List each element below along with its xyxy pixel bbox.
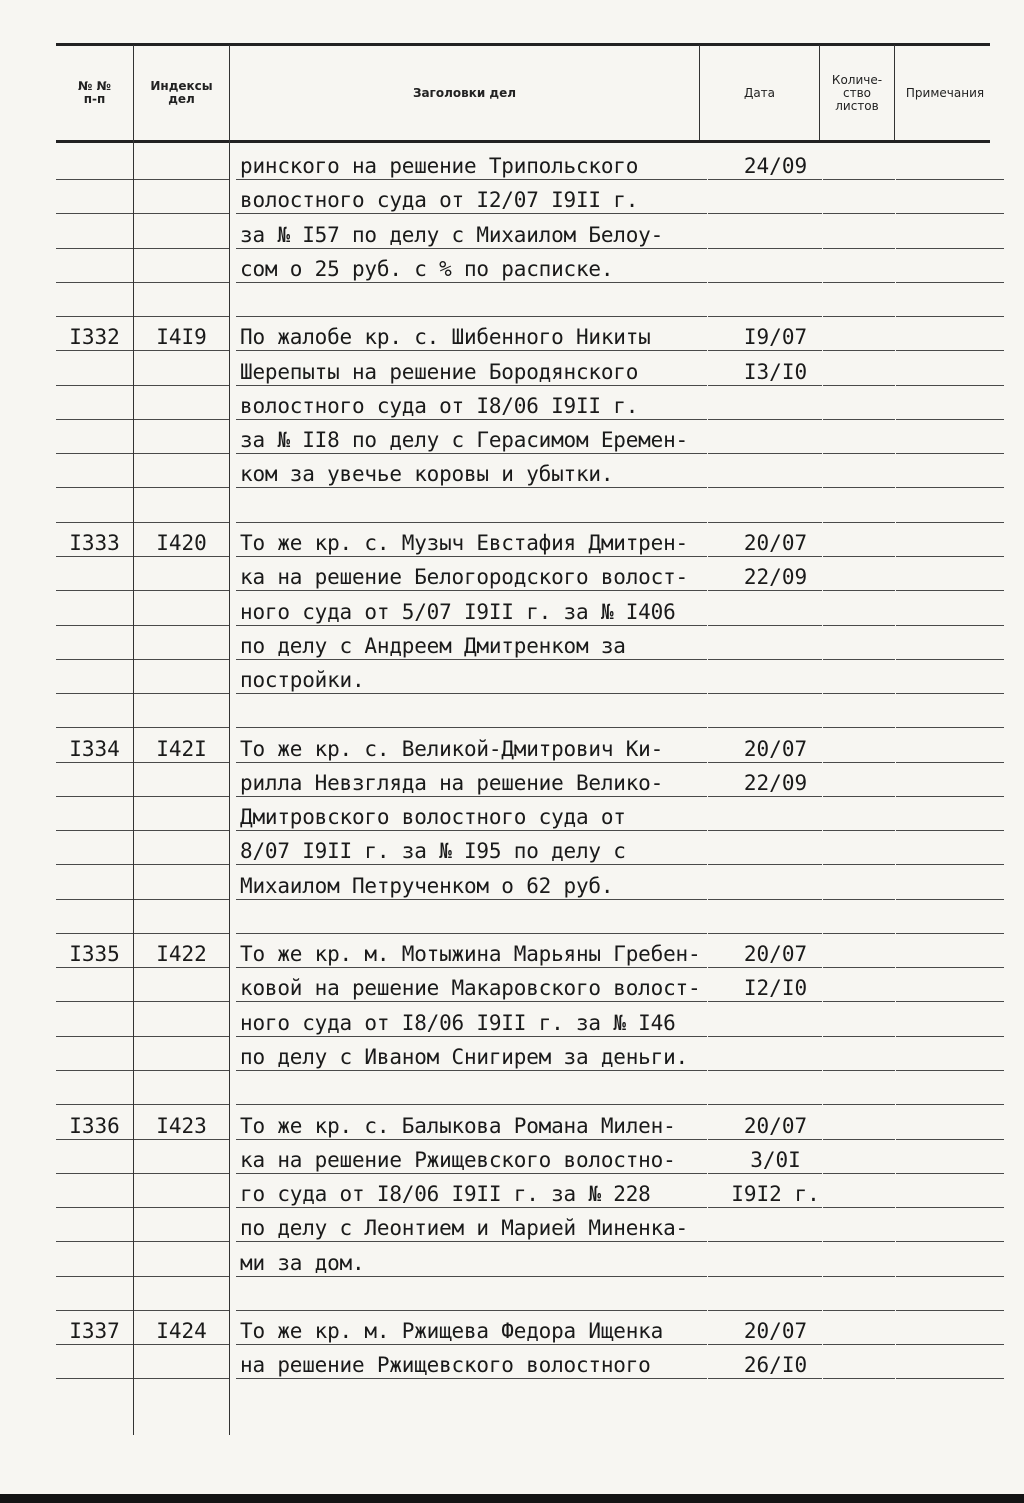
ruled-line — [896, 1344, 1004, 1345]
ruled-line — [134, 762, 229, 763]
ruled-line — [56, 1104, 133, 1105]
ruled-line — [823, 556, 895, 557]
ruled-line — [134, 625, 229, 626]
ruled-line — [708, 1276, 822, 1277]
ruled-line — [708, 453, 822, 454]
ruled-line — [896, 1001, 1004, 1002]
ruled-line — [823, 830, 895, 831]
ruled-line — [236, 1001, 707, 1002]
case-title: ного суда от 5/07 I9II г. за № I406 — [240, 600, 676, 624]
ruled-line — [56, 1310, 133, 1311]
ruled-line — [134, 796, 229, 797]
case-number: I337 — [69, 1319, 120, 1343]
ruled-line — [56, 727, 133, 728]
ruled-line — [823, 385, 895, 386]
ruled-line — [823, 1001, 895, 1002]
ruled-line — [708, 179, 822, 180]
ruled-line — [236, 933, 707, 934]
ruled-line — [708, 1207, 822, 1208]
ruled-line — [56, 899, 133, 900]
ruled-line — [236, 1139, 707, 1140]
ruled-line — [134, 213, 229, 214]
ruled-line — [708, 830, 822, 831]
case-title: ринского на решение Трипольского — [240, 154, 639, 178]
ruled-line — [236, 522, 707, 523]
ruled-line — [708, 1139, 822, 1140]
case-title: ка на решение Ржищевского волостно- — [240, 1148, 676, 1172]
ruled-line — [896, 1139, 1004, 1140]
ruled-line — [896, 316, 1004, 317]
ruled-line — [236, 1344, 707, 1345]
ruled-line — [134, 350, 229, 351]
ruled-line — [896, 796, 1004, 797]
ruled-line — [896, 453, 1004, 454]
ruled-line — [896, 179, 1004, 180]
case-title: за № I57 по делу с Михаилом Белоу- — [240, 223, 664, 247]
ruled-line — [134, 1070, 229, 1071]
ruled-line — [56, 762, 133, 763]
ruled-line — [56, 830, 133, 831]
ruled-line — [896, 625, 1004, 626]
ruled-line — [134, 453, 229, 454]
ruled-line — [56, 693, 133, 694]
case-title: Михаилом Петрученком о 62 руб. — [240, 874, 614, 898]
case-title: по делу с Леонтием и Марией Миненка- — [240, 1216, 688, 1240]
ruled-line — [823, 248, 895, 249]
ruled-line — [708, 1001, 822, 1002]
ruled-line — [823, 796, 895, 797]
header-number-label: № № п-п — [77, 79, 112, 106]
ruled-line — [236, 316, 707, 317]
ruled-line — [708, 659, 822, 660]
ruled-line — [134, 248, 229, 249]
ruled-line — [708, 693, 822, 694]
ruled-line — [134, 1001, 229, 1002]
ruled-line — [56, 933, 133, 934]
ruled-line — [823, 1207, 895, 1208]
ruled-line — [134, 179, 229, 180]
ruled-line — [236, 419, 707, 420]
ruled-line — [823, 282, 895, 283]
header-sheets-label: Количе- ство листов — [831, 72, 883, 113]
ruled-line — [236, 282, 707, 283]
ruled-line — [896, 1207, 1004, 1208]
ruled-line — [823, 419, 895, 420]
case-title: постройки. — [240, 668, 365, 692]
ruled-line — [896, 282, 1004, 283]
header-date-label: Дата — [743, 85, 776, 100]
case-title: Дмитровского волостного суда от — [240, 805, 626, 829]
ruled-line — [708, 282, 822, 283]
case-index: I4I9 — [156, 325, 207, 349]
case-index: I423 — [156, 1114, 207, 1138]
case-date: 20/07 — [743, 942, 808, 966]
ruled-line — [134, 1104, 229, 1105]
ruled-line — [896, 350, 1004, 351]
ruled-line — [708, 590, 822, 591]
case-number: I334 — [69, 737, 120, 761]
case-number: I332 — [69, 325, 120, 349]
ruled-line — [708, 1378, 822, 1379]
case-date: 22/09 — [743, 565, 808, 589]
ruled-line — [823, 213, 895, 214]
ruled-line — [708, 1070, 822, 1071]
ruled-line — [708, 213, 822, 214]
header-index-label: Индексы дел — [150, 79, 213, 106]
ruled-line — [896, 1173, 1004, 1174]
ruled-line — [134, 830, 229, 831]
ruled-line — [56, 248, 133, 249]
case-title: на решение Ржищевского волостного — [240, 1353, 651, 1377]
ruled-line — [56, 1241, 133, 1242]
ruled-line — [56, 556, 133, 557]
header-top-rule — [56, 43, 990, 46]
ruled-line — [708, 762, 822, 763]
case-number: I336 — [69, 1114, 120, 1138]
ruled-line — [134, 1310, 229, 1311]
ruled-line — [134, 899, 229, 900]
ruled-line — [56, 282, 133, 283]
ruled-line — [56, 1207, 133, 1208]
ruled-line — [896, 487, 1004, 488]
ruled-line — [896, 556, 1004, 557]
ruled-line — [896, 933, 1004, 934]
case-title: волостного суда от I8/06 I9II г. — [240, 394, 639, 418]
ruled-line — [708, 316, 822, 317]
ruled-line — [236, 487, 707, 488]
ruled-line — [708, 419, 822, 420]
header-bottom-rule — [56, 140, 990, 143]
ruled-line — [56, 385, 133, 386]
ruled-line — [896, 1036, 1004, 1037]
ruled-line — [56, 453, 133, 454]
ruled-line — [823, 659, 895, 660]
ruled-line — [236, 1378, 707, 1379]
header-notes-label: Примечания — [905, 85, 985, 100]
ruled-line — [236, 693, 707, 694]
ruled-line — [134, 1276, 229, 1277]
ruled-line — [236, 625, 707, 626]
ruled-line — [823, 1104, 895, 1105]
ruled-line — [823, 1276, 895, 1277]
ruled-line — [56, 522, 133, 523]
case-title: ка на решение Белогородского волост- — [240, 565, 688, 589]
ruled-line — [896, 385, 1004, 386]
ruled-line — [708, 864, 822, 865]
ruled-line — [134, 590, 229, 591]
ruled-line — [708, 625, 822, 626]
case-index: I424 — [156, 1319, 207, 1343]
ruled-line — [708, 1241, 822, 1242]
ruled-line — [708, 556, 822, 557]
case-date: 3/0I — [750, 1148, 801, 1172]
ruled-line — [823, 1344, 895, 1345]
ruled-line — [823, 727, 895, 728]
case-title: го суда от I8/06 I9II г. за № 228 — [240, 1182, 651, 1206]
ruled-line — [896, 659, 1004, 660]
ruled-line — [56, 1001, 133, 1002]
header-index — [134, 47, 229, 139]
case-index: I42I — [156, 737, 207, 761]
case-number: I333 — [69, 531, 120, 555]
case-date: 24/09 — [743, 154, 808, 178]
case-title: То же кр. м. Мотыжина Марьяны Гребен- — [240, 942, 701, 966]
ruled-line — [823, 522, 895, 523]
case-title: ми за дом. — [240, 1251, 365, 1275]
ruled-line — [56, 796, 133, 797]
ruled-line — [708, 899, 822, 900]
ruled-line — [56, 350, 133, 351]
ruled-line — [823, 1378, 895, 1379]
ruled-line — [56, 625, 133, 626]
ruled-line — [236, 590, 707, 591]
ruled-line — [56, 1276, 133, 1277]
ruled-line — [896, 899, 1004, 900]
case-date: 20/07 — [743, 531, 808, 555]
ruled-line — [134, 967, 229, 968]
ruled-line — [134, 693, 229, 694]
ruled-line — [896, 693, 1004, 694]
ruled-line — [56, 1070, 133, 1071]
ruled-line — [708, 248, 822, 249]
case-date: I3/I0 — [743, 360, 808, 384]
case-title: То же кр. с. Балыкова Романа Милен- — [240, 1114, 676, 1138]
ruled-line — [823, 1036, 895, 1037]
ruled-line — [708, 796, 822, 797]
case-title: ного суда от I8/06 I9II г. за № I46 — [240, 1011, 676, 1035]
case-index: I422 — [156, 942, 207, 966]
ruled-line — [236, 1276, 707, 1277]
ruled-line — [896, 1276, 1004, 1277]
case-date: 22/09 — [743, 771, 808, 795]
ruled-line — [134, 659, 229, 660]
ruled-line — [56, 1173, 133, 1174]
case-date: 20/07 — [743, 1114, 808, 1138]
ruled-line — [708, 350, 822, 351]
ruled-line — [134, 556, 229, 557]
ruled-line — [56, 967, 133, 968]
ruled-line — [236, 1207, 707, 1208]
ruled-line — [236, 213, 707, 214]
ruled-line — [896, 1241, 1004, 1242]
ruled-line — [236, 762, 707, 763]
ruled-line — [896, 762, 1004, 763]
ruled-line — [823, 350, 895, 351]
ruled-line — [236, 1036, 707, 1037]
ruled-line — [134, 282, 229, 283]
case-title: сом о 25 руб. с % по расписке. — [240, 257, 614, 281]
ruled-line — [236, 659, 707, 660]
ruled-line — [823, 316, 895, 317]
ruled-line — [56, 487, 133, 488]
ruled-line — [708, 1036, 822, 1037]
header-notes — [895, 47, 995, 139]
ruled-line — [134, 1173, 229, 1174]
case-title: По жалобе кр. с. Шибенного Никиты — [240, 325, 651, 349]
ruled-line — [823, 1310, 895, 1311]
ruled-line — [56, 179, 133, 180]
ruled-line — [708, 1344, 822, 1345]
case-date: I2/I0 — [743, 976, 808, 1000]
ruled-line — [823, 487, 895, 488]
header-date — [700, 47, 819, 139]
ruled-line — [134, 864, 229, 865]
ruled-line — [236, 1241, 707, 1242]
ruled-line — [896, 864, 1004, 865]
case-number: I335 — [69, 942, 120, 966]
ruled-line — [823, 933, 895, 934]
ruled-line — [56, 659, 133, 660]
ruled-line — [708, 1173, 822, 1174]
ruled-line — [823, 1070, 895, 1071]
ruled-line — [56, 590, 133, 591]
case-title: Шерепыты на решение Бородянского — [240, 360, 639, 384]
ruled-line — [896, 1378, 1004, 1379]
ruled-line — [236, 830, 707, 831]
case-title: То же кр. с. Великой-Дмитрович Ки- — [240, 737, 664, 761]
case-title: ком за увечье коровы и убытки. — [240, 462, 614, 486]
ruled-line — [56, 213, 133, 214]
ruled-line — [896, 1310, 1004, 1311]
ruled-line — [896, 590, 1004, 591]
case-date: I9I2 г. — [731, 1182, 820, 1206]
ruled-line — [896, 967, 1004, 968]
ruled-line — [823, 864, 895, 865]
case-date: 20/07 — [743, 737, 808, 761]
ruled-line — [134, 522, 229, 523]
ruled-line — [134, 1344, 229, 1345]
ruled-line — [896, 419, 1004, 420]
ruled-line — [236, 864, 707, 865]
ruled-line — [236, 1070, 707, 1071]
case-title: за № II8 по делу с Герасимом Еремен- — [240, 428, 688, 452]
ruled-line — [236, 556, 707, 557]
case-title: по делу с Иваном Снигирем за деньги. — [240, 1045, 688, 1069]
ruled-line — [236, 967, 707, 968]
ruled-line — [56, 1378, 133, 1379]
ruled-line — [708, 1310, 822, 1311]
ruled-line — [56, 864, 133, 865]
ruled-line — [236, 385, 707, 386]
ruled-line — [236, 350, 707, 351]
ruled-line — [56, 1036, 133, 1037]
ruled-line — [56, 1139, 133, 1140]
header-sheets — [820, 47, 894, 139]
ruled-line — [236, 796, 707, 797]
ruled-line — [896, 830, 1004, 831]
case-date: 20/07 — [743, 1319, 808, 1343]
ruled-line — [708, 1104, 822, 1105]
ruled-line — [134, 1241, 229, 1242]
header-title — [230, 47, 699, 139]
case-date: 26/I0 — [743, 1353, 808, 1377]
ruled-line — [134, 487, 229, 488]
page-edge-band — [0, 1494, 1024, 1503]
case-title: по делу с Андреем Дмитренком за — [240, 634, 626, 658]
ruled-line — [823, 1139, 895, 1140]
case-index: I420 — [156, 531, 207, 555]
ruled-line — [236, 453, 707, 454]
ruled-line — [823, 453, 895, 454]
ruled-line — [896, 213, 1004, 214]
ruled-line — [823, 1241, 895, 1242]
header-title-label: Заголовки дел — [412, 85, 517, 100]
ruled-line — [236, 1104, 707, 1105]
column-divider — [229, 45, 230, 1435]
ruled-line — [708, 967, 822, 968]
ruled-line — [134, 1036, 229, 1037]
ruled-line — [896, 522, 1004, 523]
ruled-line — [134, 727, 229, 728]
ruled-line — [823, 693, 895, 694]
ruled-line — [823, 590, 895, 591]
ruled-line — [708, 727, 822, 728]
ruled-line — [134, 419, 229, 420]
ruled-line — [896, 1070, 1004, 1071]
ruled-line — [823, 625, 895, 626]
case-title: волостного суда от I2/07 I9II г. — [240, 188, 639, 212]
ruled-line — [236, 179, 707, 180]
ruled-line — [708, 933, 822, 934]
ruled-line — [708, 487, 822, 488]
ruled-line — [236, 899, 707, 900]
ruled-line — [823, 179, 895, 180]
ruled-line — [236, 1310, 707, 1311]
header-number — [56, 47, 133, 139]
ruled-line — [823, 1173, 895, 1174]
ruled-line — [134, 1207, 229, 1208]
ruled-line — [134, 1378, 229, 1379]
ruled-line — [708, 385, 822, 386]
ruled-line — [708, 522, 822, 523]
case-date: I9/07 — [743, 325, 808, 349]
case-title: ковой на решение Макаровского волост- — [240, 976, 701, 1000]
ruled-line — [134, 1139, 229, 1140]
ruled-line — [56, 1344, 133, 1345]
ruled-line — [134, 933, 229, 934]
ruled-line — [823, 967, 895, 968]
ruled-line — [134, 316, 229, 317]
ruled-line — [56, 316, 133, 317]
ruled-line — [134, 385, 229, 386]
ruled-line — [236, 727, 707, 728]
ruled-line — [823, 899, 895, 900]
case-title: То же кр. с. Музыч Евстафия Дмитрен- — [240, 531, 688, 555]
ruled-line — [56, 419, 133, 420]
ruled-line — [823, 762, 895, 763]
ruled-line — [236, 1173, 707, 1174]
case-title: 8/07 I9II г. за № I95 по делу с — [240, 839, 626, 863]
ruled-line — [896, 1104, 1004, 1105]
ruled-line — [896, 248, 1004, 249]
ruled-line — [236, 248, 707, 249]
case-title: То же кр. м. Ржищева Федора Ищенка — [240, 1319, 664, 1343]
ruled-line — [896, 727, 1004, 728]
case-title: рилла Невзгляда на решение Велико- — [240, 771, 664, 795]
